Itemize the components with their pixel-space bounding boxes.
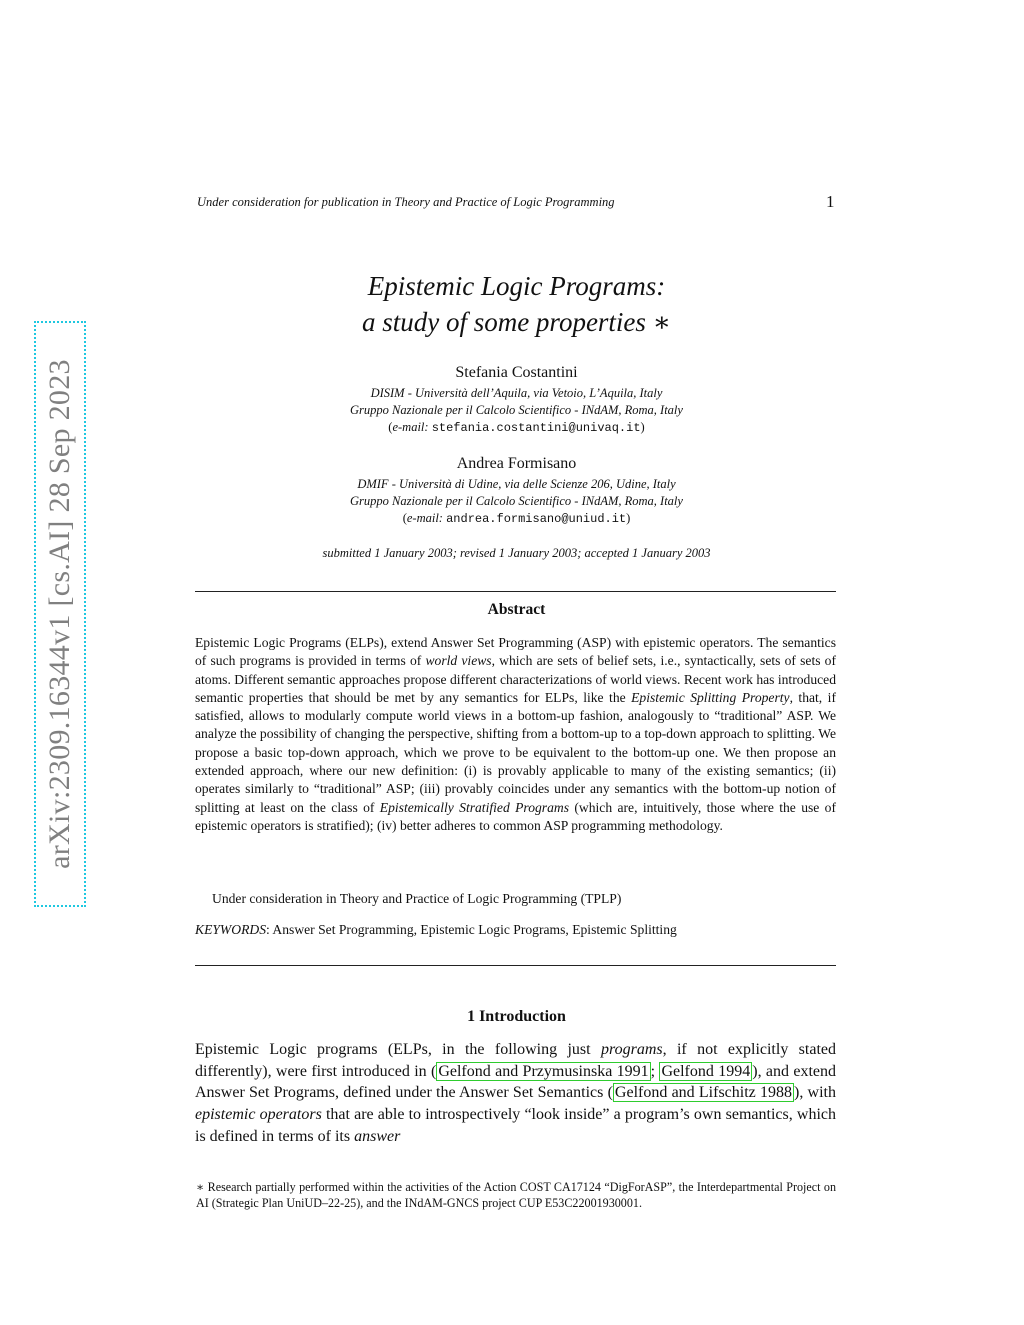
intro-text: that are able to introspectively “look inside” a program’s own semantics, which is defined in terms of its [195,1106,836,1145]
footnote [196,1180,836,1211]
abstract-text: (which are, intuitively, those where the use of epistemic operators is stratified); (iv) better adheres to common ASP programming methodology. [195,799,837,833]
citation-link[interactable]: Gelfond and Przymusinska 1991 [438,1062,649,1080]
abstract-top-rule [195,591,836,592]
intro-emphasis: answer [354,1127,401,1145]
abstract-emphasis: world views [425,653,492,669]
author-affiliation: Gruppo Nazionale per il Calcolo Scientifico - INdAM, Roma, Italy [350,494,683,508]
abstract-text: , that, if satisfied, allows to modularly compute world views in a bottom-up fashion, analogously to “traditional” ASP. We analyze the possibility of changing the perspective, shifting from a bottom-up to a top-down approach to splitting. We propose a basic top-down approach, which we prove to be equivalent to the bottom-up one. We then propose an extended approach, where our new definition: (i) is provably applicable to many of the existing semantics; (ii) operates similarly to “traditional” ASP; (iii) provably coincides under any semantics with the bottom-up notion of splitting at least on the class of [195,689,836,815]
abstract-emphasis: Epistemically Stratified Programs [379,799,569,815]
introduction-body [195,1039,836,1148]
title-block [197,268,836,561]
footnote-mark: ∗ [196,1180,205,1194]
intro-text: ), with [794,1084,836,1102]
section-heading-introduction: 1 Introduction [467,1008,566,1025]
intro-text: Epistemic Logic programs (ELPs, in the following just [195,1041,601,1058]
intro-text: , if not explicitly stated differently), were first introduced in ( [195,1041,837,1080]
author-email[interactable]: stefania.costantini@univaq.it [431,421,641,435]
keywords [195,922,677,938]
abstract-emphasis: Epistemic Splitting Property [631,689,790,705]
citation-link[interactable]: Gelfond 1994 [661,1062,751,1080]
author-affiliation: DMIF - Università di Udine, via delle Scienze 206, Udine, Italy [357,477,676,491]
email-label: e-mail: [392,420,429,434]
author-email[interactable]: andrea.formisano@uniud.it [446,512,627,526]
submission-dates: submitted 1 January 2003; revised 1 January 2003; accepted 1 January 2003 [322,546,711,560]
abstract-text: Epistemic Logic Programs (ELPs), extend Answer Set Programming (ASP) with epistemic operators. The semantics of such programs is provided in terms of [195,635,836,669]
abstract-heading: Abstract [487,601,546,618]
intro-emphasis: epistemic operators [195,1106,322,1124]
intro-text: ; [650,1062,660,1080]
author-email-line: (e-mail: stefania.costantini@univaq.it) [388,420,645,435]
paper-title-line-2: a study of some properties ∗ [361,307,672,337]
abstract-body [195,634,836,835]
intro-emphasis: programs [600,1041,663,1058]
page-number: 1 [826,192,835,211]
citation-link[interactable]: Gelfond and Lifschitz 1988 [614,1084,792,1102]
author-name: Andrea Formisano [456,455,577,472]
arxiv-sidebar-stamp[interactable]: arXiv:2309.16344v1 [cs.AI] 28 Sep 2023 [34,321,86,907]
author-affiliation: DISIM - Università dell’Aquila, via Vetoio, L’Aquila, Italy [370,386,663,400]
author-affiliation: Gruppo Nazionale per il Calcolo Scientifico - INdAM, Roma, Italy [350,403,683,417]
email-label: e-mail: [406,511,443,525]
author-email-line: (e-mail: andrea.formisano@uniud.it) [402,511,631,526]
running-head: Under consideration for publication in Theory and Practice of Logic Programming [197,195,615,209]
tplp-note: Under consideration in Theory and Practice of Logic Programming (TPLP) [212,891,622,906]
abstract-bottom-rule [195,965,836,966]
author-name: Stefania Costantini [455,364,578,381]
keywords-label: KEYWORDS [195,922,266,937]
keywords-text: : Answer Set Programming, Epistemic Logic Programs, Epistemic Splitting [266,922,677,937]
paper-title-line-1: Epistemic Logic Programs: [367,271,666,301]
footnote-text: Research partially performed within the activities of the Action COST CA17124 “DigForASP”, the Interdepartmental Project on AI (Strategic Plan UniUD–22-25), and the INdAM-GNCS project CUP E53C22001930001. [196,1180,836,1210]
abstract-text: , which are sets of belief sets, i.e., syntactically, sets of sets of atoms. Different semantic approaches propose different characterizations of world views. Recent work has introduced semantic properties that should be met by any semantics for ELPs, like the [195,653,837,705]
intro-text: ), and extend Answer Set Programs, defined under the Answer Set Semantics ( [195,1062,836,1102]
